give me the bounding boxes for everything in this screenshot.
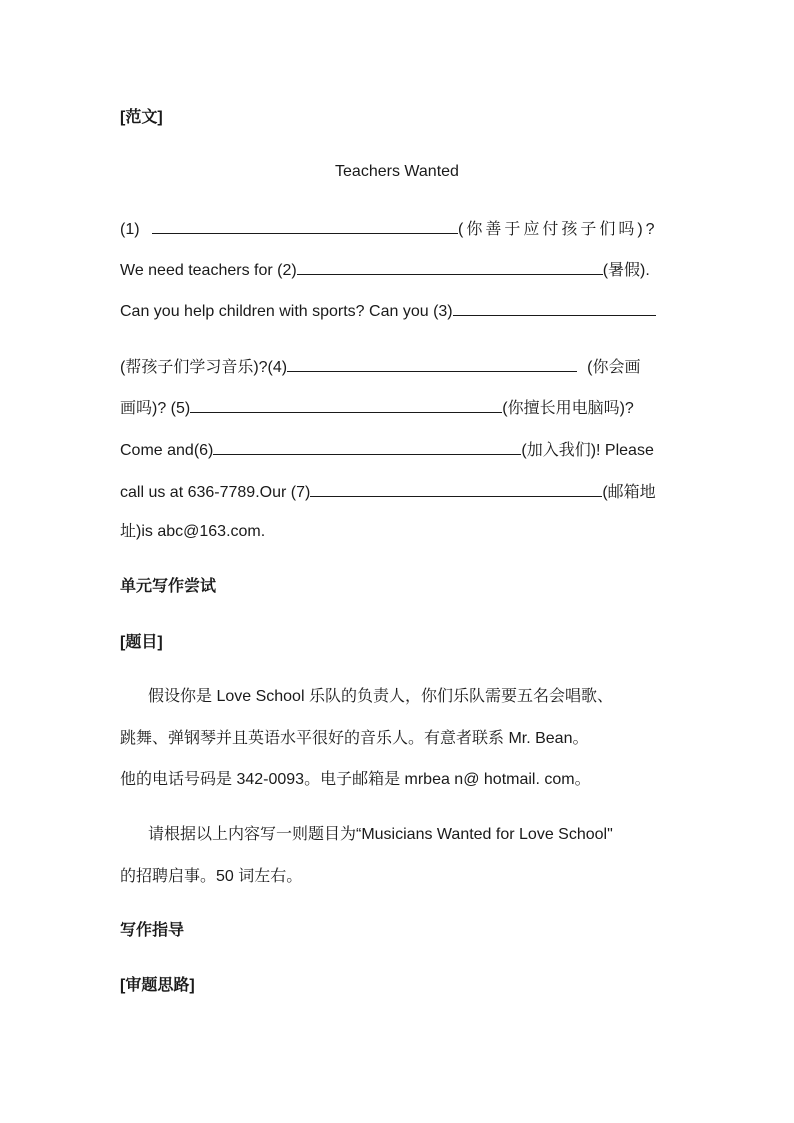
line-6-hint: (加入我们)! Please: [521, 442, 654, 459]
section-writing-guide: 写作指导: [120, 922, 185, 939]
line-7-text: call us at 636-7789.Our (7): [120, 484, 311, 501]
line-6-text: Come and(6): [120, 442, 214, 459]
line-3: [120, 300, 656, 322]
blank-6[interactable]: [213, 439, 521, 455]
line-4: [120, 356, 640, 378]
topic-paragraph-1-line-3: 他的电话号码是 342-0093。电子邮箱是 mrbea n@ hotmail. com。: [120, 771, 591, 788]
line-1-label: (1): [120, 221, 140, 238]
line-6: [120, 439, 654, 461]
line-7-hint: (邮箱地: [602, 484, 656, 501]
line-2-text: We need teachers for (2): [120, 262, 297, 279]
line-4-hint: (你会画: [587, 359, 641, 376]
sample-title: Teachers Wanted: [335, 163, 459, 180]
blank-1[interactable]: [152, 218, 458, 234]
line-5-hint: (你擅长用电脑吗)?: [502, 400, 634, 417]
topic-paragraph-2-line-2: 的招聘启事。50 词左右。: [120, 868, 303, 885]
heading-topic: [题目]: [120, 634, 163, 651]
line-7: [120, 481, 656, 503]
line-5: [120, 397, 634, 419]
heading-review: [审题思路]: [120, 977, 195, 994]
section-unit-writing: 单元写作尝试: [120, 578, 217, 595]
line-2-hint: (暑假).: [602, 262, 650, 279]
line-3-text: Can you help children with sports? Can you (3): [120, 303, 453, 320]
blank-5[interactable]: [190, 397, 502, 413]
heading-sample: [范文]: [120, 109, 163, 126]
blank-4[interactable]: [287, 356, 577, 372]
topic-paragraph-2-line-1: 请根据以上内容写一则题目为“Musicians Wanted for Love School": [148, 826, 613, 843]
line-5-text: 画吗)? (5): [120, 400, 191, 417]
line-4-text: (帮孩子们学习音乐)?(4): [120, 359, 288, 376]
line-1-hint: (你善于应付孩子们吗)?: [458, 221, 658, 238]
topic-paragraph-1-line-2: 跳舞、弹钢琴并且英语水平很好的音乐人。有意者联系 Mr. Bean。: [120, 730, 589, 747]
line-2: [120, 259, 650, 281]
blank-2[interactable]: [297, 259, 603, 275]
line-8: 址)is abc@163.com.: [120, 523, 266, 540]
blank-7[interactable]: [310, 481, 602, 497]
line-1: [120, 218, 658, 240]
topic-paragraph-1-line-1: 假设你是 Love School 乐队的负责人，你们乐队需要五名会唱歌、: [148, 688, 613, 705]
blank-3[interactable]: [453, 300, 656, 316]
